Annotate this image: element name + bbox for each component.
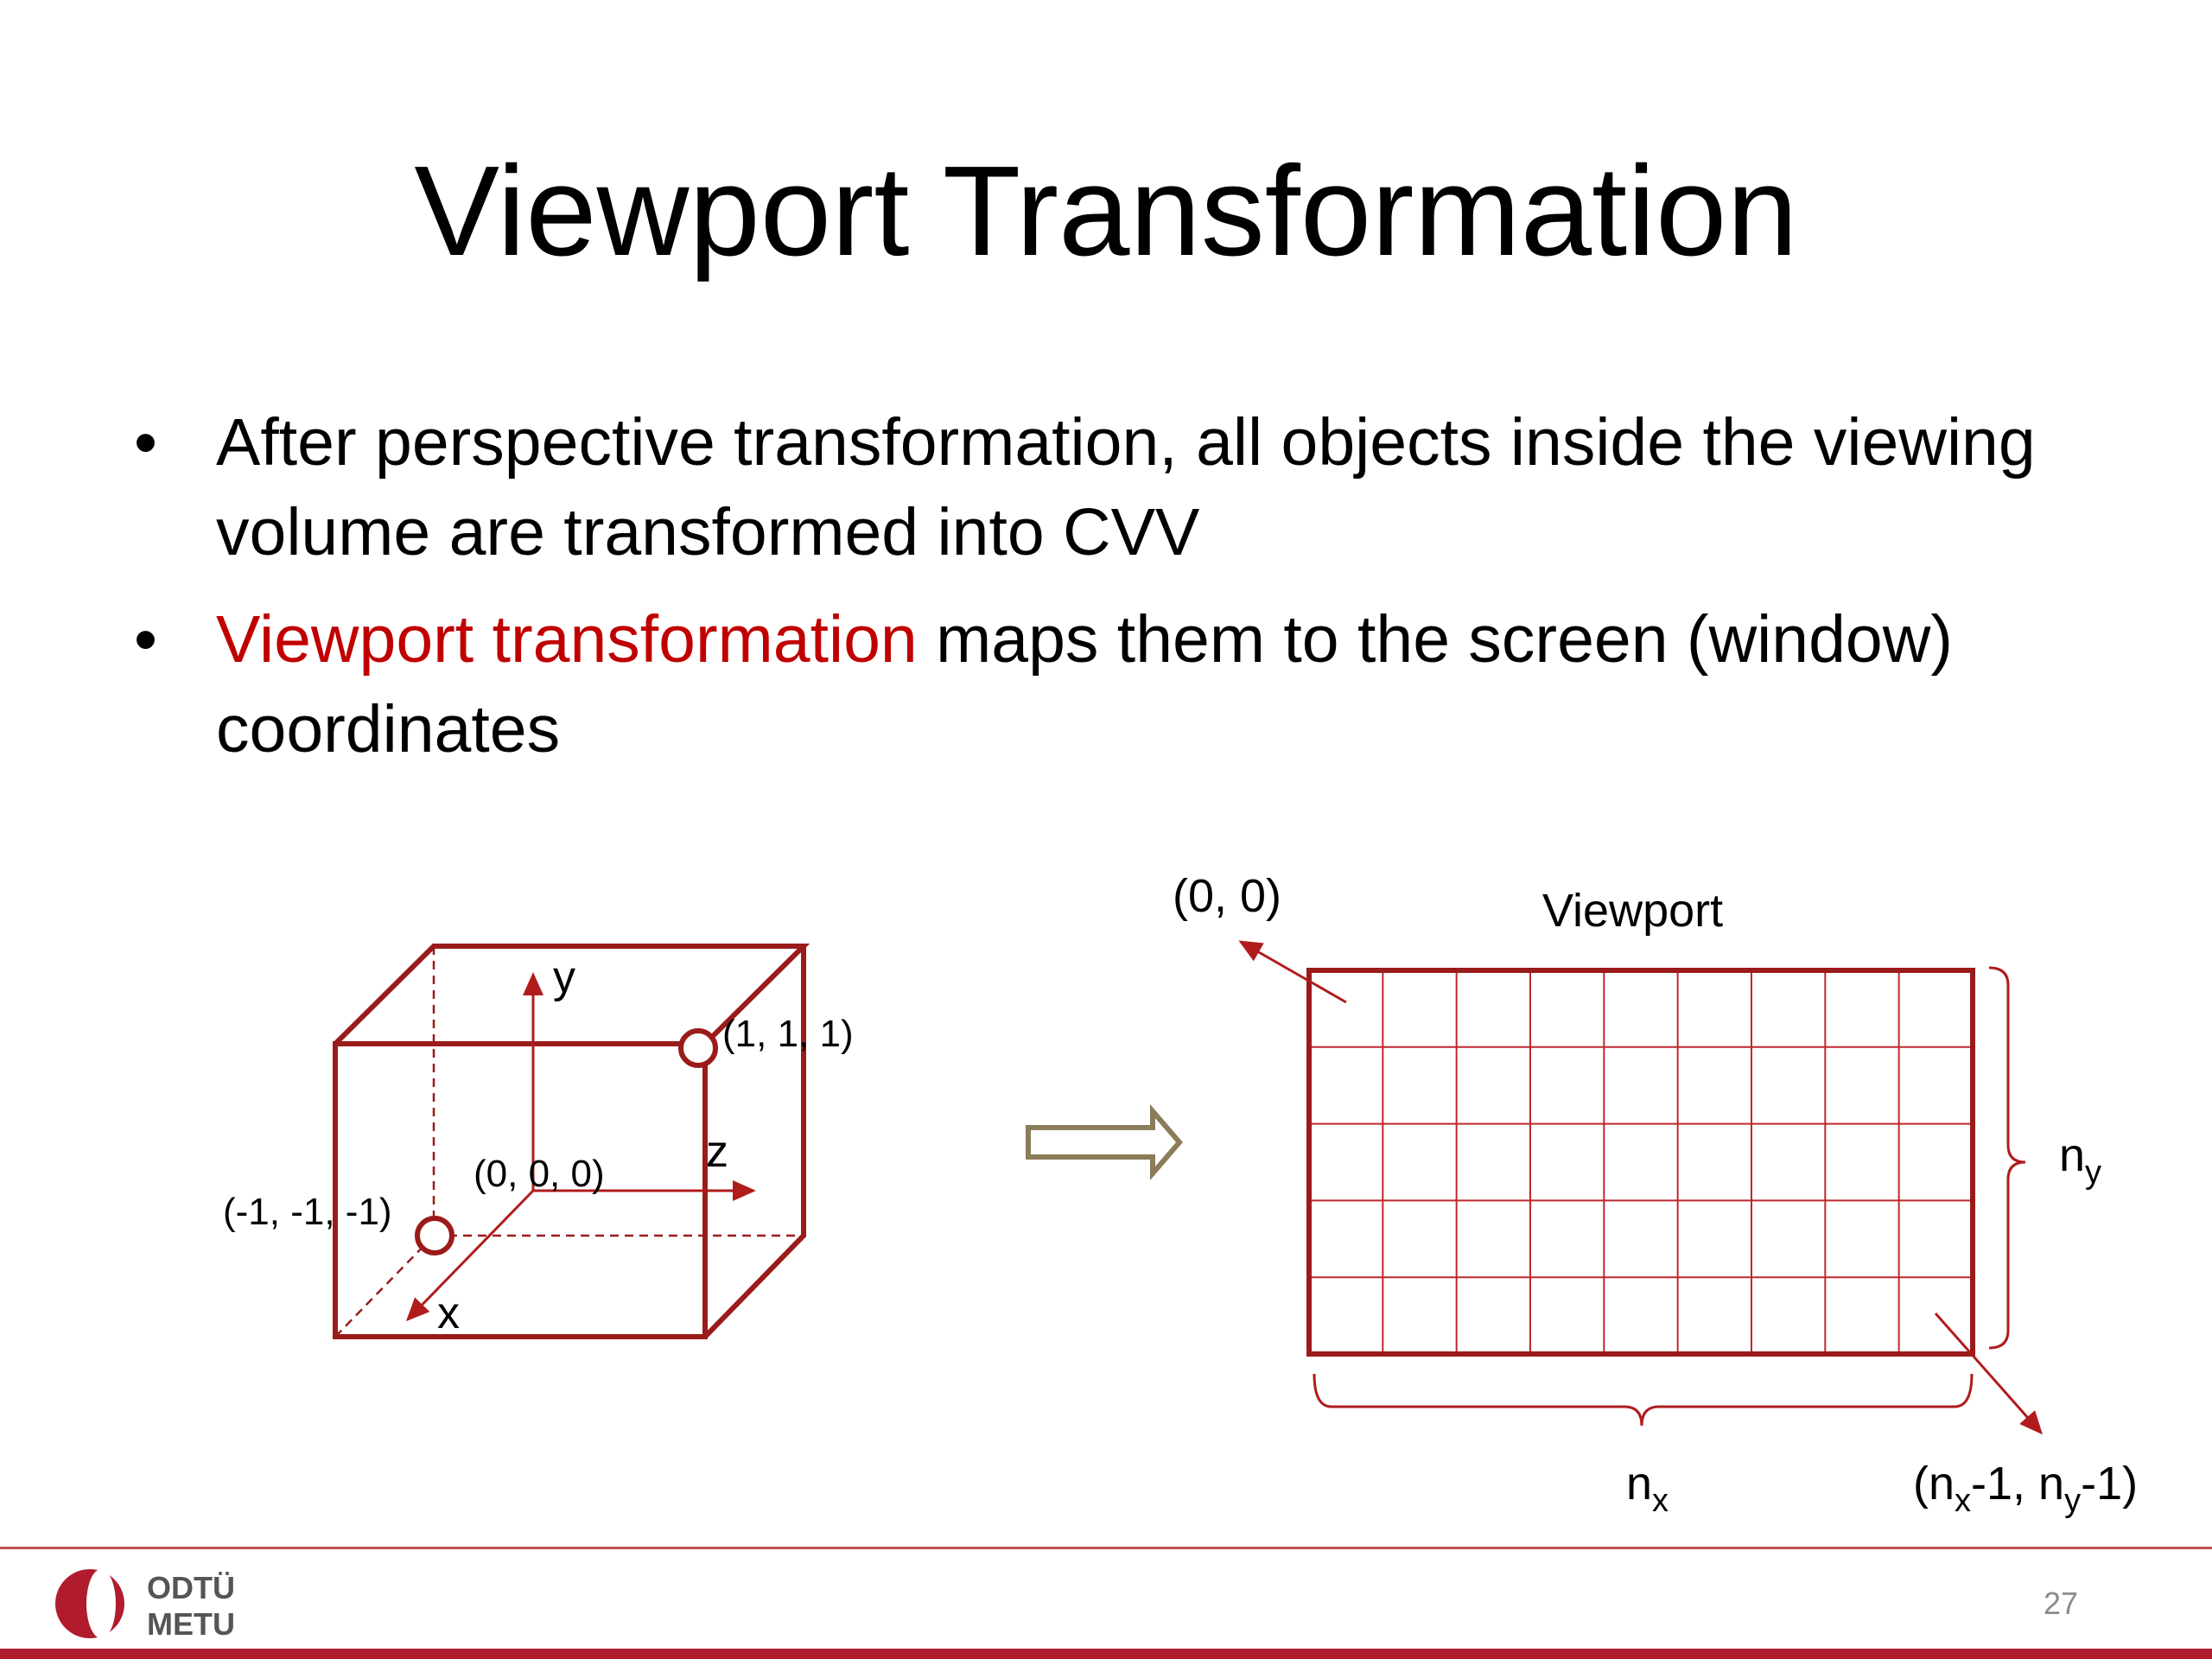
bullet-highlight: Viewport transformation xyxy=(216,602,918,677)
nx-brace xyxy=(1314,1374,1972,1426)
corner-pointer xyxy=(1936,1313,2041,1433)
z-axis-label: z xyxy=(706,1127,728,1177)
page-number: 27 xyxy=(2043,1586,2078,1621)
bullet-text: After perspective transformation, all objects inside the viewing volume are transformed into CVV xyxy=(216,405,2036,569)
logo-text-odtu: ODTÜ xyxy=(147,1570,235,1605)
viewport-origin-label: (0, 0) xyxy=(1173,870,1282,922)
viewport-grid xyxy=(1309,970,1973,1354)
viewport-corner-label: ($n_x-1$, $n_y-1$) xyxy=(1913,1458,2139,1519)
footer-divider xyxy=(0,1547,2212,1549)
nx-label: $n_x$ xyxy=(1626,1458,1669,1519)
metu-logo xyxy=(52,1562,259,1645)
x-axis xyxy=(408,1191,533,1319)
x-axis-label: x xyxy=(437,1288,460,1338)
footer-bar xyxy=(0,1649,2212,1659)
viewport-title: Viewport xyxy=(1542,885,1724,937)
viewport-border xyxy=(1309,970,1973,1354)
cvv-cube xyxy=(335,946,804,1337)
bullet-dot-icon: • xyxy=(134,602,157,677)
logo-text-metu: METU xyxy=(147,1606,235,1642)
ny-brace xyxy=(1989,968,2025,1348)
corner-min-marker xyxy=(417,1218,452,1253)
corner-max-marker xyxy=(681,1031,715,1065)
cube-axes xyxy=(408,975,753,1319)
bullet-text: maps them to the screen (window) coordinates xyxy=(216,602,1954,766)
slide-title: Viewport Transformation xyxy=(414,140,1798,283)
ny-label: $n_y$ xyxy=(2059,1129,2102,1191)
corner-max-label: (1, 1, 1) xyxy=(722,1013,854,1055)
viewport-annotations xyxy=(1241,942,2041,1433)
transform-arrow-icon xyxy=(1028,1111,1179,1173)
cube-hidden-edge xyxy=(335,1236,434,1337)
corner-min-label: (-1, -1, -1) xyxy=(223,1191,392,1233)
bullet-dot-icon: • xyxy=(134,405,157,480)
y-axis-label: y xyxy=(553,952,575,1002)
origin-label: (0, 0, 0) xyxy=(474,1153,605,1195)
